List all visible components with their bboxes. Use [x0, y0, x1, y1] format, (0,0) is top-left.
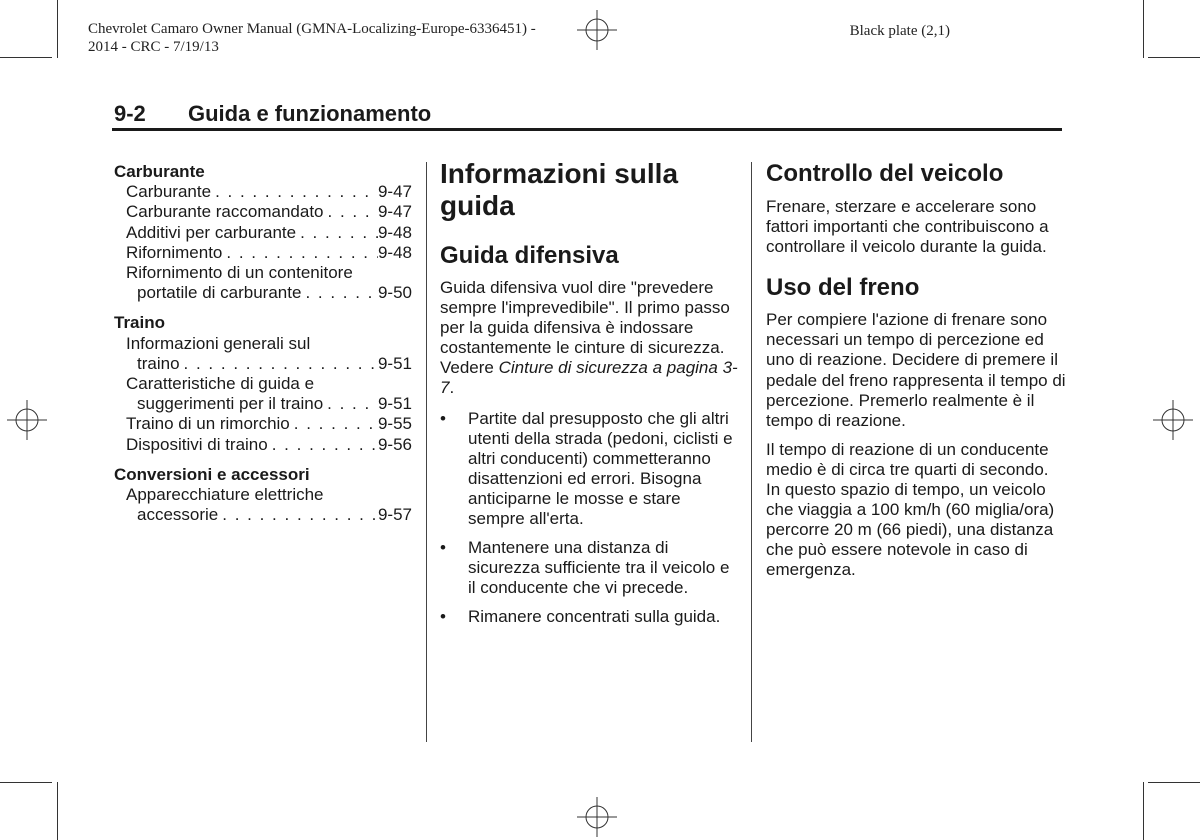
intro-paragraph	[440, 278, 740, 399]
subsection-heading: Guida difensiva	[440, 242, 619, 269]
column-divider-1	[426, 162, 427, 742]
toc-entry-page: 9-51	[377, 353, 412, 373]
black-plate-label: Black plate (2,1)	[849, 23, 950, 39]
toc-entry-page: 9-57	[377, 505, 412, 525]
paragraph: Il tempo di reazione di un conducente medio è di circa tre quarti di secondo. In questo spazio di tempo, un veicolo che viaggia a 100 km/h (60 miglia/ora) percorre 20 m (66 piedi), una distanza che può essere notevole in caso di emergenza.	[766, 439, 1055, 580]
toc-entry-page: 9-48	[377, 222, 412, 242]
toc-entry[interactable]	[114, 394, 412, 414]
subsection-heading: Uso del freno	[766, 274, 920, 302]
intro-end: .	[449, 378, 455, 398]
toc-entry[interactable]	[114, 414, 412, 434]
toc-entry-label: Carburante raccomandato	[126, 202, 324, 222]
cross-reference-link[interactable]: Cinture di sicurezza a pagina 3-7	[440, 358, 738, 398]
bullet-text: Mantenere una distanza di sicurezza sufficiente tra il veicolo e il conducente che vi precede.	[468, 538, 730, 598]
toc-entry-continuation: accessorie	[137, 505, 219, 525]
toc-entry-label[interactable]: Informazioni generali sul	[126, 333, 311, 353]
toc-entry[interactable]	[114, 435, 412, 455]
registration-target-left-icon	[7, 400, 47, 440]
header-rule	[112, 128, 1062, 131]
toc-entry-label[interactable]: Rifornimento di un contenitore	[126, 263, 353, 283]
toc-entry-page: 9-47	[377, 182, 412, 202]
paragraph: Frenare, sterzare e accelerare sono fattori importanti che contribuiscono a controllare il veicolo durante la guida.	[766, 197, 1049, 257]
toc-entry-page: 9-55	[377, 414, 412, 434]
intro-text: Guida difensiva vuol dire "prevedere sempre l'imprevedibile". Il primo passo per la guida difensiva è indossare costantemente le cinture di sicurezza. Vedere	[440, 278, 730, 378]
toc-entry-continuation: portatile di carburante	[137, 283, 302, 303]
middle-column	[440, 158, 740, 637]
toc-entry-label: Dispositivi di traino	[126, 434, 268, 454]
toc-entry[interactable]	[114, 182, 412, 202]
toc-section-title: Carburante	[114, 162, 205, 181]
column-divider-2	[751, 162, 752, 742]
paragraph: Per compiere l'azione di frenare sono necessari un tempo di percezione ed uno di reazione. Decidere di premere il pedale del freno rappresenta il tempo di percezione. Premerlo realmente è il tempo di reazione.	[766, 310, 1066, 430]
bullet-icon: •	[440, 408, 446, 428]
toc-entry-label: Traino di un rimorchio	[126, 414, 290, 434]
section-heading: Informazioni sulla guida	[440, 158, 679, 221]
crop-mark-top-left-h	[0, 57, 52, 58]
crop-mark-bottom-left-h	[0, 782, 52, 783]
crop-mark-bottom-right-v	[1143, 782, 1144, 840]
chapter-title: Guida e funzionamento	[188, 101, 432, 126]
registration-target-right-icon	[1153, 400, 1193, 440]
toc-section-title: Traino	[114, 313, 166, 333]
toc-section-title: Conversioni e accessori	[114, 464, 310, 484]
bullet-item	[440, 538, 740, 598]
bullet-item	[440, 409, 740, 530]
print-header-line1: Chevrolet Camaro Owner Manual (GMNA-Localizing-Europe-6336451) -	[88, 21, 536, 37]
bullet-icon: •	[440, 607, 446, 627]
crop-mark-bottom-right-h	[1148, 782, 1200, 783]
toc-entry-label[interactable]: Apparecchiature elettriche	[126, 485, 324, 505]
crop-mark-top-left-v	[57, 0, 58, 58]
toc-entry[interactable]	[114, 354, 412, 374]
page-number: 9-2	[114, 101, 146, 126]
toc-entry-label[interactable]: Caratteristiche di guida e	[126, 374, 315, 394]
toc-column	[114, 162, 412, 525]
toc-entry[interactable]	[114, 505, 412, 525]
toc-entry-page: 9-56	[377, 434, 412, 454]
toc-entry-page: 9-50	[377, 283, 412, 303]
toc-entry-label: Rifornimento	[126, 242, 223, 262]
crop-mark-top-right-v	[1143, 0, 1144, 58]
right-column	[766, 160, 1066, 581]
toc-entry-continuation: traino	[137, 353, 180, 373]
registration-target-bottom-icon	[577, 797, 617, 837]
toc-entry[interactable]	[114, 283, 412, 303]
toc-entry-label: Carburante	[126, 182, 212, 202]
toc-entry[interactable]	[114, 223, 412, 243]
print-header-line2: 2014 - CRC - 7/19/13	[88, 39, 219, 55]
bullet-item	[440, 607, 740, 627]
toc-entry-page: 9-47	[377, 202, 412, 222]
print-header	[88, 20, 536, 56]
toc-entry-page: 9-51	[377, 394, 412, 414]
toc-entry-page: 9-48	[377, 242, 412, 262]
registration-target-top-icon	[577, 10, 617, 50]
bullet-list	[440, 409, 740, 628]
toc-entry[interactable]	[114, 202, 412, 222]
toc-entry-label: Additivi per carburante	[126, 222, 297, 242]
crop-mark-top-right-h	[1148, 57, 1200, 58]
page-header	[114, 101, 431, 127]
bullet-text: Partite dal presupposto che gli altri utenti della strada (pedoni, ciclisti e altri conducenti) commetteranno disattenzioni ed errori. Bisogna anticiparne le mosse e stare sempre all'erta.	[468, 408, 733, 529]
subsection-heading: Controllo del veicolo	[766, 160, 1004, 187]
bullet-text: Rimanere concentrati sulla guida.	[468, 607, 721, 627]
bullet-icon: •	[440, 538, 446, 558]
crop-mark-bottom-left-v	[57, 782, 58, 840]
toc-entry[interactable]	[114, 243, 412, 263]
toc-entry-continuation: suggerimenti per il traino	[137, 394, 324, 414]
